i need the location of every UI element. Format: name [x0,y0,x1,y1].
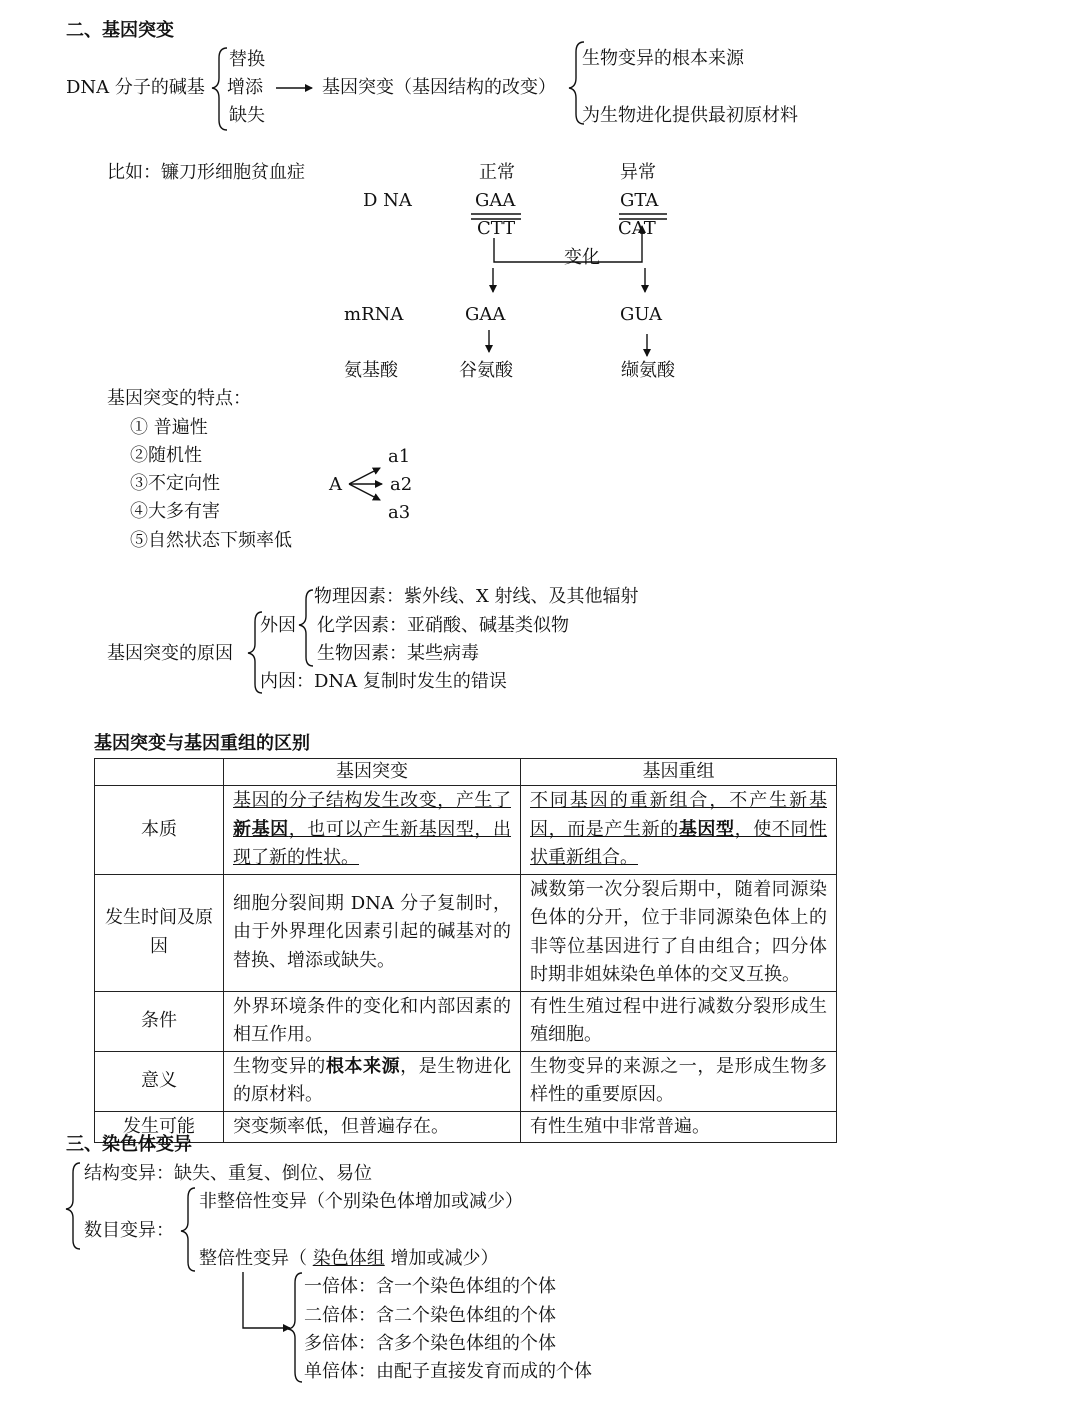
column-normal: 正常 [479,162,515,183]
arrow-allele-3 [349,484,380,500]
mutation-definition: 基因突变（基因结构的改变） [322,77,556,98]
table-cell: 突变频率低，但普遍存在。 [224,1111,521,1143]
row-header: 条件 [95,991,224,1051]
base-change-insertion: 增添 [227,77,263,98]
row-amino-label: 氨基酸 [344,360,398,381]
cause-chemical: 化学因素：亚硝酸、碱基类似物 [317,615,569,636]
structural-variation: 结构变异：缺失、重复、倒位、易位 [84,1163,372,1184]
row-header: 发生时间及原因 [95,874,224,991]
row-mrna-label: mRNA [344,304,404,325]
allele-a1: a1 [388,446,411,467]
brace-ploidy [288,1273,302,1382]
cause-biological: 生物因素：某些病毒 [317,643,479,664]
row-dna-label: D NA [363,190,412,211]
table-row [95,786,837,875]
row-header: 意义 [95,1051,224,1111]
table-cell: 有性生殖过程中进行减数分裂形成生殖细胞。 [521,991,837,1051]
column-abnormal: 异常 [620,162,656,183]
table-header-row [95,759,837,786]
row-header: 本质 [95,786,224,875]
causes-title: 基因突变的原因 [107,643,233,664]
feature-item: ⑤自然状态下频率低 [130,530,292,551]
euploid-connector [243,1272,290,1328]
significance-root-source: 生物变异的根本来源 [582,48,744,69]
table-cell: 有性生殖中非常普遍。 [521,1111,837,1143]
dna-abnormal-bottom: CAT [618,218,656,239]
significance-evolution: 为生物进化提供最初原材料 [582,105,798,126]
table-row [95,874,837,991]
amino-abnormal: 缬氨酸 [621,360,675,381]
table-cell: 外界环境条件的变化和内部因素的相互作用。 [224,991,521,1051]
table-corner-cell [95,759,224,786]
table-cell: 生物变异的根本来源，是生物进化的原材料。 [224,1051,521,1111]
allele-a2: a2 [390,474,413,495]
table-row [95,1111,837,1143]
section-title-gene-mutation: 二、基因突变 [66,20,174,41]
features-title: 基因突变的特点： [107,388,251,409]
table-cell: 不同基因的重新组合，不产生新基因，而是产生新的基因型，使不同性状重新组合。 [521,786,837,875]
dna-base-label: DNA 分子的碱基 [66,77,205,98]
column-header: 基因重组 [521,759,837,786]
table-cell: 细胞分裂间期 DNA 分子复制时，由于外界理化因素引起的碱基对的替换、增添或缺失。 [224,874,521,991]
numerical-variation-label: 数目变异： [84,1220,174,1241]
euploid-variation: 整倍性变异（ 染色体组 增加或减少） [199,1248,499,1269]
table-row [95,1051,837,1111]
example-label: 比如：镰刀形细胞贫血症 [107,162,305,183]
ploidy-item: 单倍体：由配子直接发育而成的个体 [304,1361,592,1382]
brace-base-changes [212,48,227,130]
feature-item: ④大多有害 [130,501,220,522]
brace-numerical [181,1188,195,1271]
ploidy-item: 一倍体：含一个染色体组的个体 [304,1276,556,1297]
mrna-abnormal: GUA [620,304,662,325]
allele-source: A [329,474,342,495]
feature-item: ②随机性 [130,445,202,466]
ploidy-item: 二倍体：含二个染色体组的个体 [304,1305,556,1326]
brace-external [299,590,313,666]
change-label: 变化 [564,247,600,268]
table-cell: 基因的分子结构发生改变，产生了新基因，也可以产生新基因型，出现了新的性状。 [224,786,521,875]
external-causes-label: 外因 [260,615,296,636]
ploidy-item: 多倍体：含多个染色体组的个体 [304,1333,556,1354]
mrna-normal: GAA [465,304,506,325]
table-row [95,991,837,1051]
base-change-deletion: 缺失 [229,105,265,126]
dna-normal-top: GAA [475,190,516,211]
table-cell: 减数第一次分裂后期中，随着同源染色体的分开，位于非同源染色体上的非等位基因进行了自由组合；四分体时期非姐妹染色单体的交叉互换。 [521,874,837,991]
comparison-table [94,758,837,1143]
aneuploid-variation: 非整倍性变异（个别染色体增加或减少） [199,1191,523,1212]
dna-abnormal-top: GTA [620,190,659,211]
allele-a3: a3 [388,502,411,523]
cause-physical: 物理因素：紫外线、X 射线、及其他辐射 [314,586,639,607]
cause-internal: 内因：DNA 复制时发生的错误 [260,671,507,692]
arrow-allele-1 [349,468,380,484]
amino-normal: 谷氨酸 [459,360,513,381]
dna-normal-bottom: CTT [477,218,516,239]
feature-item: ③不定向性 [130,473,220,494]
section-title-chromosome-variation: 三、染色体变异 [66,1134,192,1155]
row-header: 发生可能 [95,1111,224,1143]
base-change-substitution: 替换 [229,49,265,70]
column-header: 基因突变 [224,759,521,786]
comparison-title: 基因突变与基因重组的区别 [94,733,310,754]
table-cell: 生物变异的来源之一，是形成生物多样性的重要原因。 [521,1051,837,1111]
brace-chromosome [66,1163,80,1249]
feature-item: ① 普遍性 [130,417,208,438]
